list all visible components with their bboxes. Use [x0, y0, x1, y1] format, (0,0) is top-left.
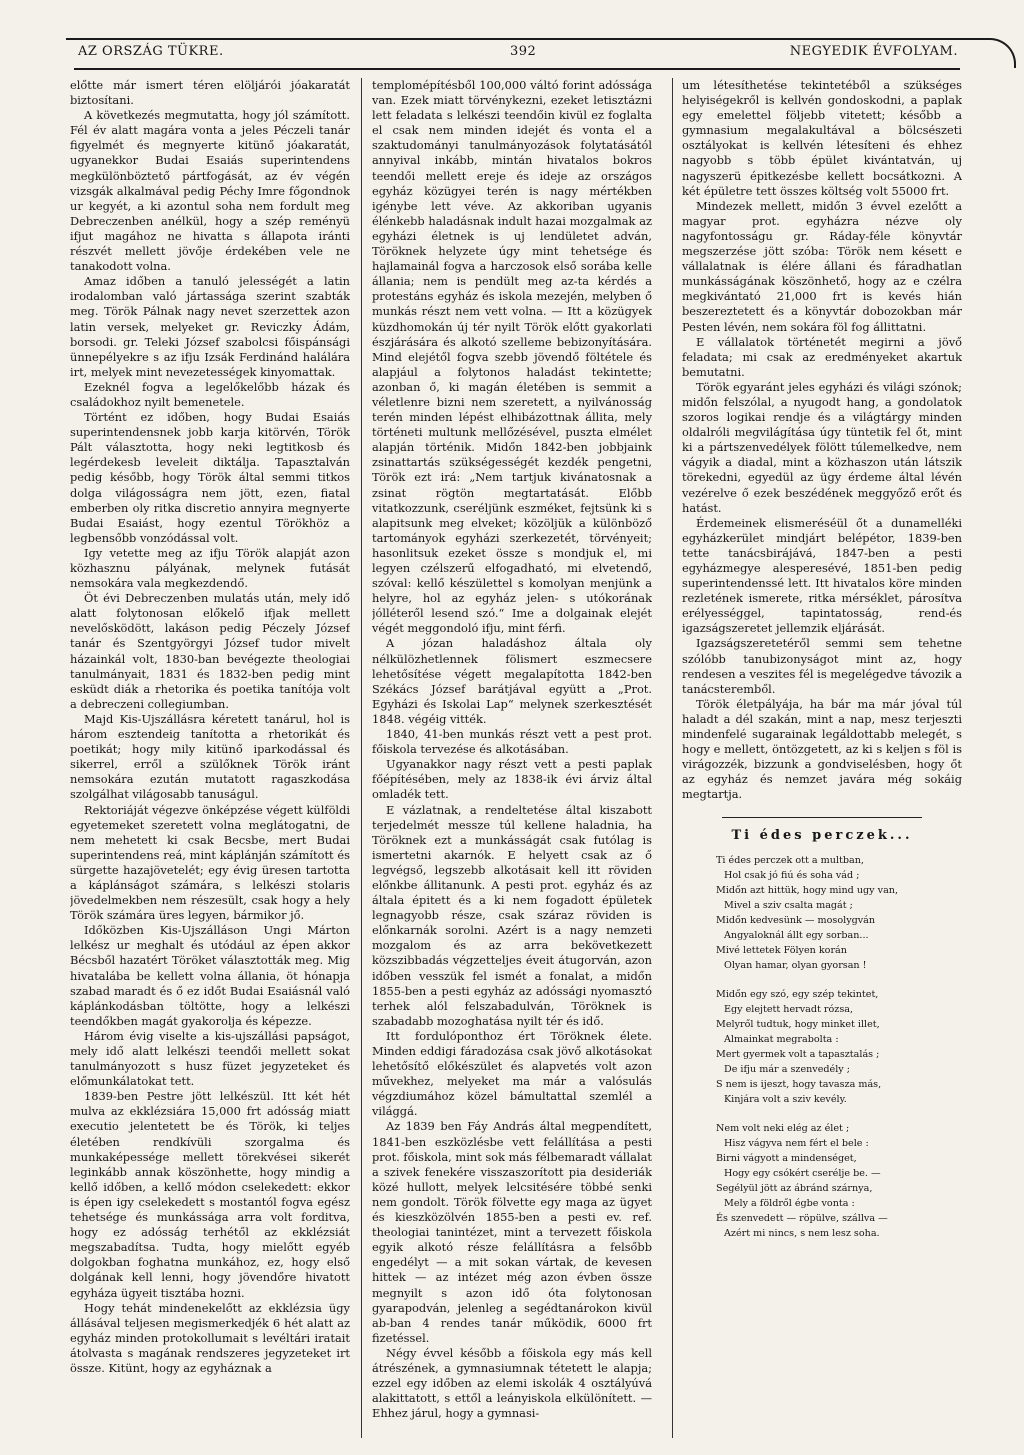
poem-line: Midőn egy szó, egy szép tekintet, [716, 988, 879, 1000]
paragraph: um létesíthetése tekintetéből a szükséges helyiségekről is kellvén gondoskodni, a paplak egy emelettel följebb vitetett; később a gymnasium megalakultával a bölcsészeti osztályokat is kellvén létesíteni és ehhez nagyobb s több épület kivántatván, uj nagyszerü épitkezésbe kellett bocsátkozni. A két épületre tett összes költség volt 55000 frt. [682, 78, 962, 198]
text-column-2 [372, 78, 652, 1443]
poem-stanza [716, 1121, 962, 1241]
paragraph: Hogy tehát mindenekelőtt az ekklézsia ügy állásával teljesen megismerkedjék 6 hét alatt az egyház minden protokollumait s levéltári iratait átolvasta s magának rendszeres jegyzeteket irt össze. Kitünt, hogy az egyháznak a [70, 1300, 350, 1375]
paragraph: 1840, 41-ben munkás részt vett a pest prot. főiskola tervezése és alkotásában. [372, 727, 652, 757]
paragraph: Három évig viselte a kis-ujszállási papságot, mely idő alatt lelkészi teendői mellett sokat tanulmányozott s husz füzet jegyzeteket és előmunkálatokat tett. [70, 1028, 350, 1089]
paragraph: Török életpályája, ha bár ma már jóval túl haladt a dél szakán, mint a nap, mesz terjeszti mindenfelé sugarainak legáldottabb melegét, s hogy e mellett, öntözgetett, az ki s keljen s föl is virágozzék, bizzunk a gondviselésben, hogy őt az egyház és nemzet javára még sokáig megtartja. [682, 696, 962, 802]
paragraph: Időközben Kis-Ujszálláson Ungi Márton lelkész ur meghalt és utódául az épen akkor Bécsből hazatért Töröket választották meg. Mig hivatalába be kellett volna állania, öt hónapja szabad maradt és ő ez időt Budai Esaiásnál való káplánkodásban töltötte, hogy a lelkészi teendőkben magát gyakorolja és képezze. [70, 923, 350, 1028]
paragraph: előtte már ismert téren elöljárói jóakaratát biztosítani. [70, 78, 350, 108]
poem-line: Segélyül jött az ábránd szárnya, [716, 1182, 873, 1194]
paragraph: templomépítésből 100,000 váltó forint adóssága van. Ezek miatt törvénykezni, ezeket letisztázni lett feladata s lelkészi teendőin kivül ez foglalta el csak nem minden idejét és vonta el a szaktudományi tanulmányozások folytatásától annyival inkább, mintán hivatalos bokros teendői mellett ereje és ideje az országos egyház közügyei terén is nagy mértékben igénybe lett véve. Az akkoriban ugyanis élénkebb haladásnak indult hazai mozgalmak az egyházi életnek is uj lendületet adván, Töröknek helyzete úgy mint tehetsége és hajlamainál fogva a harczosok első sorába kelle állania; nem is pendült meg az-ta kérdés a protestáns egyház és iskola mezején, melyben ő munkás részt nem vett volna. — Itt a közügyek küzdhomokán új tér nyilt Török előtt gyakorlati észjárására és alkotó szelleme bebizonyítására. Mind elejétől fogva szebb jövendő föltétele és alapjául a folytonos haladást tekintette; azonban ő, ki magán életében is semmit a véletlenre bizni nem szeretett, a nyilvánosság terén minden lépést elhibázottnak állita, mely történeti multunk mellőzésével, puszta elmélet alapján történik. Midőn 1842-ben jobbjaink zsinattartás szükségességét kezdék pengetni, Török ezt irá: „Nem tartjuk kivánatosnak a zsinat rögtön megtartatását. Előbb vitatkozzunk, cseréljünk eszméket, fejtsünk ki s alapitsunk meg elveket; közöljük a különböző tartományok egyházi szerkezetét, törvényeit; hasonlitsuk ezeket össze s mondjuk el, mi legyen czélszerű elfogadható, mi elvetendő, szóval: kellő készülettel s komolyan menjünk a helyre, hol az egyház jelen- s utókorának jólléteről lesend szó.“ Ime a dolgainak elejét végét meggondoló ifju, mint férfi. [372, 78, 652, 636]
paragraph: Török egyaránt jeles egyházi és világi szónok; midőn felszólal, a nyugodt hang, a gondolatok szoros logikai rendje és a világtárgy minden oldalróli megvilágítása úgy tüntetik fel őt, mint ki a pártszenvedélyek fölött túlemelkedve, nem vágyik a diadal, mint a közhaszon után látszik törekedni, egyedül az ügy érdeme által lévén vezérelve ő ezek beszédének meggyőző erőt és hatást. [682, 379, 962, 515]
poem-separator [722, 817, 922, 818]
poem-line: S nem is ijeszt, hogy tavasza más, [716, 1078, 882, 1090]
page-number: 392 [510, 44, 537, 59]
poem-title: Ti édes perczek... [731, 827, 913, 843]
text-column-1 [70, 78, 350, 1443]
paragraph: Ezeknél fogva a legelőkelőbb házak és családokhoz nyilt bemenetele. [70, 379, 350, 409]
paragraph: Az 1839 ben Fáy András által megpendített, 1841-ben eszközlésbe vett felállítása a pesti prot. főiskola, mint sok más félbemaradt vállalat a szivek fenekére visszaszorított pia desideriák közé hullott, melyek lelcsitésére többé senki nem gondolt. Török fölvette egy maga az ügyet és kieszközölvén 1855-ben a pesti ev. ref. theologiai tanintézet, mint a tervezett főiskola egyik alkotó része felállításra a felsőbb engedélyt — a mit sokan vártak, de kevesen hittek — az intézet még azon évben össze megnyilt s azon idő óta folytonosan gyarapodván, jelenleg a segédtanárokon kivül ab-ban 4 rendes tanár működik, 6000 frt fizetéssel. [372, 1119, 652, 1345]
header-rule [74, 68, 960, 70]
top-border [66, 38, 990, 40]
poem-line: És szenvedett — röpülve, szállva — [716, 1212, 888, 1224]
paragraph: Rektoriáját végezve önképzése végett külföldi egyetemeket szeretett volna meglátogatni, de nem mehetett ki csak Becsbe, mert Budai superintendens reá, mint káplánján számított és sürgette hazajövetelét; egy évig üresen tartotta a káplánságot számára, s lelkészi stolaris jövedelmekben nem részesült, csak hogy a hely Török számára üres legyen, bármikor jő. [70, 802, 350, 923]
paragraph: Igazságszeretetéről semmi sem tehetne szólóbb tanubizonyságot mint az, hogy rendesen a veszites fél is megelégedve távozik a tanácsteremből. [682, 636, 962, 696]
paragraph: A következés megmutatta, hogy jól számított. Fél év alatt magára vonta a jeles Péczeli tanár figyelmét és megnyerte kitünő jóakaratát, ugyanekkor Budai Esaiás superintendens megkülönböztető pártfogását, az év végén vizsgák alkalmával pedig Péchy Imre főgondnok ur kegyét, a ki azontul soha nem fordult meg Debreczenben anélkül, hogy a szép reményü ifjut magához ne hivatta s állapota iránti részvét mellett jövője érdekében vele ne tanakodott volna. [70, 108, 350, 274]
poem-line: Hol csak jó fiú és soha vád ; [724, 869, 860, 881]
poem-line: Mivé lettetek Fölyen korán [716, 944, 847, 956]
poem-line: Mivel a sziv csalta magát ; [724, 899, 853, 911]
paragraph: E vázlatnak, a rendeltetése által kiszabott terjedelmét messze túl kellene haladnia, ha Töröknek ezt a munkásságát csak futólag is ismertetni akarnók. E helyett csak az ő legvégső, legszebb alkotásait kell itt röviden előnkbe állitanunk. A pesti prot. egyház és az általa épitett és a ki nem fogadott épületek legnagyobb része, csak száraz röviden is előnkarnák sorolni. Azért is a nagy nemzeti mozgalom és az arra bekövetkezett közszibbadás végzetteljes éveit átugorván, azon időben vesszük fel ismét a fonalat, a midőn 1855-ben a pesti egyház az adóssági nyomasztó terhek alól felszabadulván, Töröknek is szabadabb mozoghatása nyilt tér és idő. [372, 802, 652, 1028]
paragraph: Igy vetette meg az ifju Török alapját azon közhasznu pályának, melynek futását nemsokára vala megkezdendő. [70, 545, 350, 591]
paragraph: Mindezek mellett, midőn 3 évvel ezelőtt a magyar prot. egyházra nézve oly nagyfontosságu gr. Ráday-féle könyvtár megszerzése jött szóba: Török nem késett e vállalatnak is élére állani és fáradhatlan munkásságának köszönhető, hogy az e czélra megkivántató 21,000 frt is kevés hián beszereztetett és a könyvtár dobozokban már Pesten lévén, nem sokára föl fog állittatni. [682, 198, 962, 334]
poem-line: De ifju már a szenvedély ; [724, 1063, 850, 1075]
poem-body [682, 853, 962, 1241]
volume-label: NEGYEDIK ÉVFOLYAM. [789, 44, 958, 59]
poem-line: Midőn kedvesünk — mosolygván [716, 914, 876, 926]
poem-line: Ti édes perczek ott a multban, [716, 854, 864, 866]
paragraph: Érdemeinek elismeréséül őt a dunamelléki egyházkerület mindjárt belépétor, 1839-ben tette tanácsbirájává, 1847-ben a pesti egyházmegye alesperesévé, 1851-ben pedig superintendenssé lett. Itt hivatalos köre minden rezletének ismerete, ritka mérséklet, párosítva erélyességgel, tapintatosság, rend-és igazságszeretet jellemzik eljárását. [682, 515, 962, 636]
poem-line: Egy elejtett hervadt rózsa, [724, 1003, 854, 1015]
column-divider-2 [672, 78, 673, 1438]
poem-line: Hisz vágyva nem fért el bele : [724, 1137, 869, 1149]
text-column-3 [682, 78, 962, 1443]
poem-stanza [716, 853, 962, 973]
paragraph: Amaz időben a tanuló jelességét a latin irodalomban való jártassága szerint szabták meg. Török Pálnak nagy nevet szerzettek azon latin versek, melyeket gr. Reviczky Ádám, borsodi. gr. Teleki József szabolcsi főispánsági ünnepélyekre s az ifju Izsák Ferdinánd halálára irt, melyek mint nevezetességek kinyomattak. [70, 274, 350, 379]
poem-line: Angyaloknál állt egy sorban... [724, 929, 869, 941]
poem-line: Mert gyermek volt a tapasztalás ; [716, 1048, 880, 1060]
paragraph: Öt évi Debreczenben mulatás után, mely idő alatt folytonosan előkelő ifjak mellett nevelősködött, lakáson pedig Péczely József tanár és Szentgyörgyi József tudor mivelt házainkál volt, 1830-ban bevégezte theologiai tanulmányait, 1831 és 1832-ben pedig mint esküdt diák a rhetorika és poetika tanítója volt a debreczeni collegiumban. [70, 591, 350, 711]
poem-stanza [716, 987, 962, 1107]
paragraph: A józan haladáshoz általa oly nélkülözhetlennek fölismert eszmecsere lehetősítése végett megalapította 1842-ben Székács József barátjával együtt a „Prot. Egyházi és Iskolai Lap“ melynek szerkesztését 1848. végéig vitték. [372, 636, 652, 726]
top-border-curl [990, 38, 1016, 68]
journal-title: AZ ORSZÁG TÜKRE. [78, 44, 224, 59]
paragraph: Történt ez időben, hogy Budai Esaiás superintendensnek jobb karja kitörvén, Török Pált választotta, hogy neki legtitkosb és legérdekesb leveleit diktálja. Tapasztalván pedig később, hogy Török által semmi titkos dolga világosságra nem jött, ezen, fiatal emberben oly ritka discretio annyira megnyerte Budai Esaiást, hogy ezentul Törökhöz a legbensőbb vonzódással volt. [70, 410, 350, 545]
poem-line: Hogy egy csókért cserélje be. — [724, 1167, 881, 1179]
poem-line: Birni vágyott a mindenséget, [716, 1152, 857, 1164]
paragraph: Majd Kis-Ujszállásra kéretett tanárul, hol is három esztendeig tanította a rhetorikát és poetikát; hogy mily kitünő iparkodással és sikerrel, erről a szülőknek Török iránt nemsokára ezután mutatott ragaszkodása szolgálhat világosabb tanuságul. [70, 711, 350, 802]
poem-line: Melyről tudtuk, hogy minket illet, [716, 1018, 880, 1030]
paragraph: 1839-ben Pestre jött lelkészül. Itt két hét mulva az ekklézsiára 15,000 frt adósság miatt executio jelentetett be és Török, ki teljes életében rendkívüli szorgalma és munkaképessége mellett törekvései sikerét leginkább annak köszönhette, hogy mindig a kellő időben, a kellő módon cselekedett: ekkor is épen igy cselekedett s mostantól fogva egész tehetsége és munkássága arra volt forditva, hogy ez adósság terhétől az ekklézsiát megszabadítsa. Tudta, hogy mielőtt egyéb dolgokban foghatna munkához, ez, hogy első dolgának kell lenni, hogy jövendőre hivatott egyháza ügyeit tisztába hozni. [70, 1089, 350, 1300]
paragraph: E vállalatok történetét megirni a jövő feladata; mi csak az eredményeket akartuk bemutatni. [682, 334, 962, 379]
paragraph: Ugyanakkor nagy részt vett a pesti paplak főépítésében, mely az 1838-ik évi árviz által omladék tett. [372, 757, 652, 802]
poem-line: Almainkat megrabolta : [724, 1033, 839, 1045]
poem-line: Midőn azt hittük, hogy mind ugy van, [716, 884, 899, 896]
poem-line: Azért mi nincs, s nem lesz soha. [724, 1227, 880, 1239]
page-header [78, 44, 958, 66]
paragraph: Négy évvel később a főiskola egy más kell átrészének, a gymnasiumnak tétetett le alapja; ezzel egy időben az elemi iskolák 4 osztályúvá alakittatott, s ettől a leányiskola elkülönített. — Ehhez járul, hogy a gymnasi- [372, 1345, 652, 1421]
poem-line: Kinjára volt a sziv kevély. [724, 1093, 847, 1105]
poem-line: Nem volt neki elég az élet ; [716, 1122, 850, 1134]
poem-line: Olyan hamar, olyan gyorsan ! [724, 959, 867, 971]
column-divider-1 [361, 78, 362, 1438]
poem-line: Mely a földről égbe vonta : [724, 1197, 855, 1209]
paragraph: Itt fordulóponthoz ért Töröknek élete. Minden eddigi fáradozása csak jövő alkotásokat lehetősítő előkészület és alapvetés volt azon művekhez, melyeket ma már a valósulás végzdiumához közel bámultattal szemlél a világgá. [372, 1028, 652, 1119]
